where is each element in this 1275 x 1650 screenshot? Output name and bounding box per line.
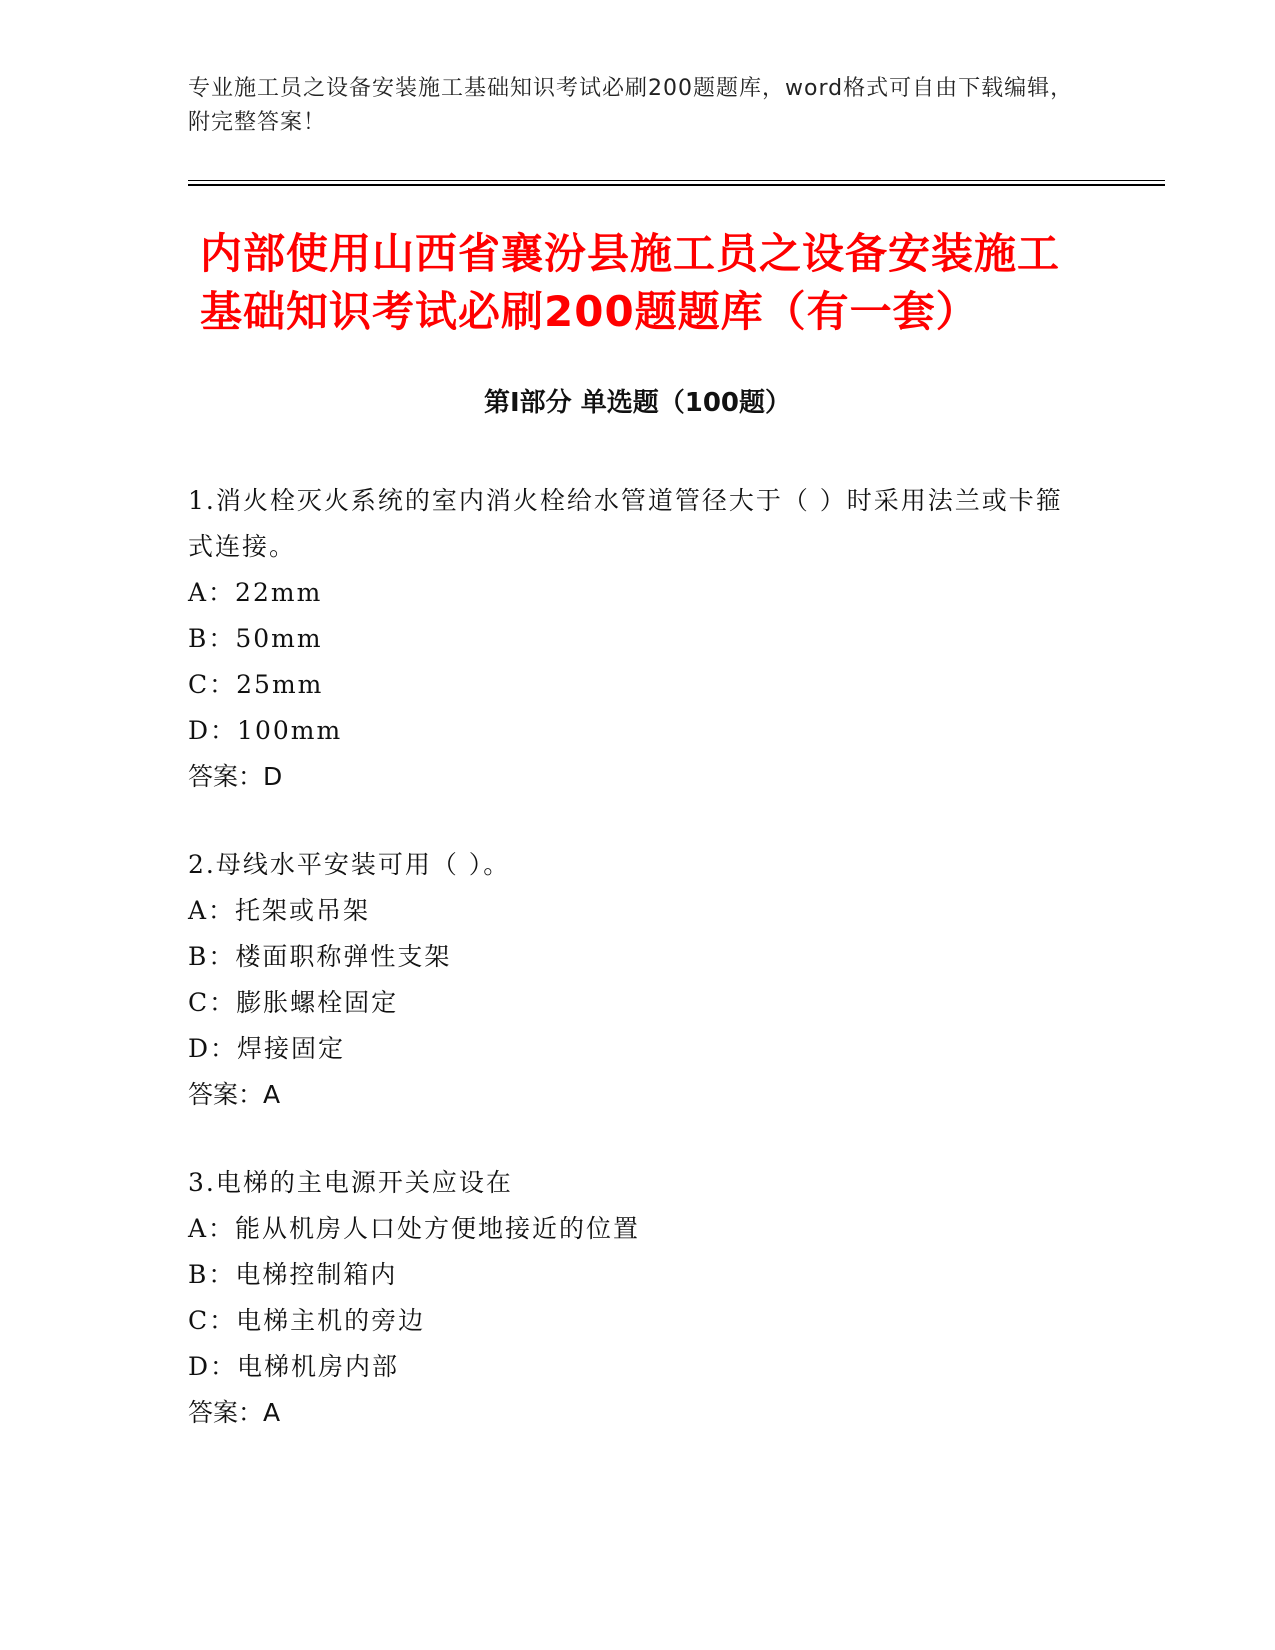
option-b: B：电梯控制箱内 xyxy=(188,1260,398,1289)
section-title: 第Ⅰ部分 单选题（100题） xyxy=(484,388,791,418)
question-list xyxy=(188,478,1088,1478)
option-c: C：电梯主机的旁边 xyxy=(188,1306,426,1335)
option-d: D：焊接固定 xyxy=(188,1034,346,1063)
answer: 答案：A xyxy=(188,1080,281,1109)
question-3 xyxy=(188,1160,1088,1436)
option-c: C：膨胀螺栓固定 xyxy=(188,988,399,1017)
option-b: B：楼面职称弹性支架 xyxy=(188,942,452,971)
question-stem: 1.消火栓灭火系统的室内消火栓给水管道管径大于（ ）时采用法兰或卡箍式连接。 xyxy=(188,486,1063,561)
option-b: B：50mm xyxy=(188,624,323,653)
option-d: D：100mm xyxy=(188,716,343,745)
answer: 答案：A xyxy=(188,1398,281,1427)
question-stem: 3.电梯的主电源开关应设在 xyxy=(188,1168,513,1197)
option-d: D：电梯机房内部 xyxy=(188,1352,400,1381)
option-a: A：能从机房人口处方便地接近的位置 xyxy=(188,1214,641,1243)
option-c: C：25mm xyxy=(188,670,324,699)
option-a: A：22mm xyxy=(188,578,323,607)
question-2 xyxy=(188,842,1088,1118)
question-stem: 2.母线水平安装可用（ ）。 xyxy=(188,850,511,879)
question-1 xyxy=(188,478,1088,800)
header-divider-thin xyxy=(188,180,1165,181)
answer: 答案：D xyxy=(188,762,283,791)
option-a: A：托架或吊架 xyxy=(188,896,371,925)
header-note: 专业施工员之设备安装施工基础知识考试必刷200题题库，word格式可自由下载编辑，附完整答案！ xyxy=(188,76,1074,135)
header-divider-thick xyxy=(188,184,1165,186)
document-title: 内部使用山西省襄汾县施工员之设备安装施工基础知识考试必刷200题题库（有一套） xyxy=(200,229,1061,336)
